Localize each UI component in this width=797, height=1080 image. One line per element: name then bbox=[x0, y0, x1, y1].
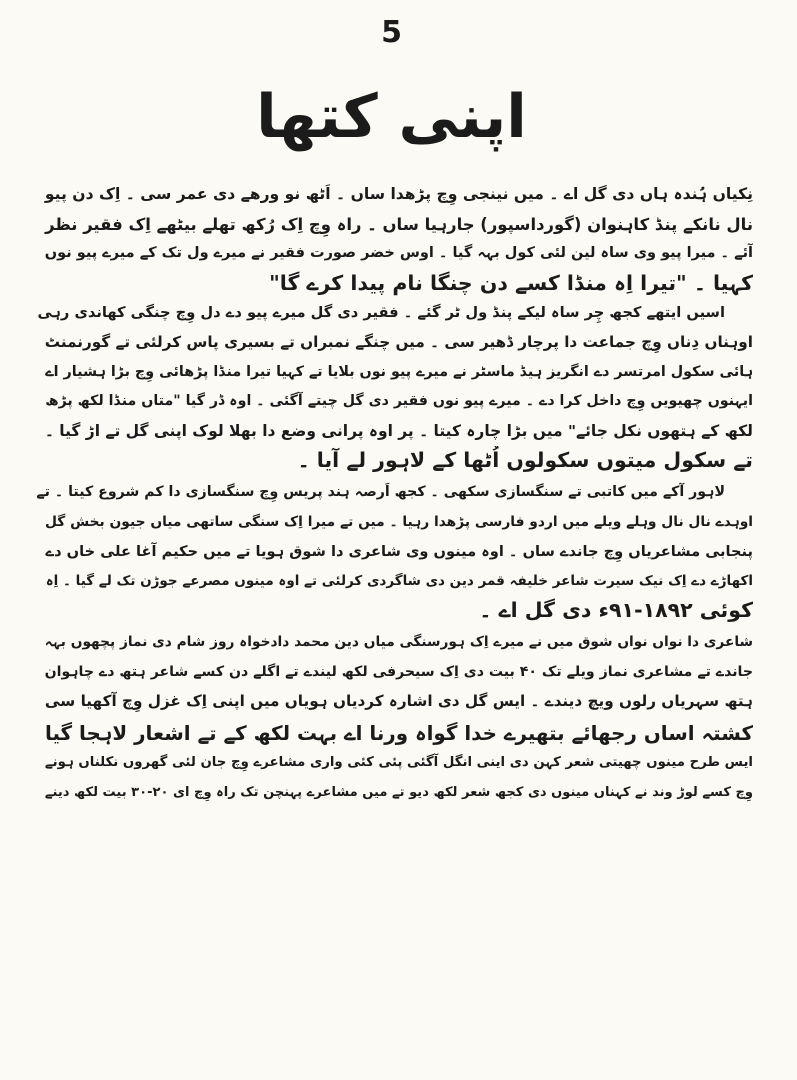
text-line: اسیں ایتھے کجھ چِر ساہ لیکے پنڈ ول ٹر گئے ۔ فقیر دی گل میرے پیو دے دل وِچ چنگی کھاندی رہی bbox=[37, 304, 725, 322]
body-text bbox=[30, 180, 753, 807]
page-number: 5 bbox=[381, 15, 402, 50]
text-line: اوہناں دِناں وِچ جماعت دا پرچار ڈھیر سی ۔ میں چنگے نمبراں تے بسیری پاس کرلئی تے گورنمنٹ bbox=[44, 332, 753, 351]
text-line: کشتہ اساں رجھائے بتھیرے خدا گواہ ورنا اے بہت لکھ کے تے اشعار لاہجا گیا bbox=[44, 721, 753, 745]
text-line: کوئی ۱۸۹۲-۹۱ء دی گل اے ۔ bbox=[479, 598, 753, 623]
text-line: ایس طرح مینوں چھیتی شعر کہن دی اینی انگل آگئی پئی کئی واری مشاعرے وِچ جان لئی گھروں نکلناں ہونے bbox=[44, 755, 753, 771]
text-line: وِچ کسے لوڑ وند نے کہناں مینوں دی کجھ شعر لکھ دیو تے میں مشاعرے پہنچن تک راہ وِچ ای ۲۰-۳۰ بیت لکھ دینے bbox=[44, 784, 753, 800]
text-line: نال نانکے پنڈ کاہنوان (گورداسپور) جارہیا ساں ۔ راہ وِچ اِک رُکھ تھلے بیٹھے اِک فقیر نظر bbox=[45, 214, 753, 234]
text-line: اوہدے نال نال وہلے ویلے میں اردو فارسی پڑھدا رہیا ۔ میں تے میرا اِک سنگی ساتھی میاں جیون بخش گل bbox=[44, 513, 753, 530]
text-line: کہیا ۔ "تیرا اِہ منڈا کسے دن چنگا نام پیدا کرے گا" bbox=[269, 270, 753, 295]
text-line: لکھ کے ہتھوں نکل جائے" میں بڑا چارہ کیتا ۔ پر اوہ پرانی وضع دا بھلا لوک اپنی گل تے اڑ گیا ۔ bbox=[44, 421, 753, 440]
text-line: لاہور آکے میں کاتبی تے سنگسازی سکھی ۔ کجھ اَرصہ ہند پریس وِچ سنگسازی دا کم شروع کیتا ۔ تے bbox=[36, 483, 725, 500]
text-line: شاعری دا نواں نواں شوق میں نے میرے اِک ہورسنگی میاں دین محمد دادخواہ روز شام دی نماز پچھوں بہہ bbox=[44, 633, 753, 650]
text-line: جاندے تے مشاعری نماز ویلے تک ۴۰ بیت دی اِک سیحرفی لکھ لیندے تے اگلے دن کسے شاعر ہتھ دے چاہوان bbox=[44, 663, 753, 680]
text-line: ایہنوں چھیویں وِچ داخل کرا دے ۔ میرے پیو نوں فقیر دی گل چیتے آگئی ۔ اوہ ڈر گیا "متاں منڈا لکھ پڑھ bbox=[45, 393, 753, 410]
text-line: ہتھ سہریاں رلوں ویچ دیندے ۔ ایس گل دی اشارہ کردیاں ہویاں میں اپنی اِک غزل وِچ آکھیا سی bbox=[44, 692, 753, 711]
text-line: آئے ۔ میرا پیو وی ساہ لین لئی کول بہہ گیا ۔ اوس خضر صورت فقیر نے میرے ول تک کے میرے پیو نوں bbox=[44, 245, 753, 262]
text-line: ہائی سکول امرتسر دے انگریز ہیڈ ماسٹر نے میرے پیو نوں بلایا تے کہیا تیرا منڈا پڑھائی وِچ بڑا ہشیار اے bbox=[45, 363, 753, 380]
text-line: پنجابی مشاعریاں وِچ جاندے ساں ۔ اوہ مینوں وی شاعری دا شوق ہویا تے میں حکیم آغا علی خاں دے bbox=[45, 543, 753, 561]
chapter-title: اپنی کتھا bbox=[256, 82, 527, 152]
text-line: تے سکول میتوں سکولوں اُٹھا کے لاہور لے آیا ۔ bbox=[297, 448, 753, 473]
text-line: اکھاڑے دے اِک نیک سیرت شاعر خلیفہ قمر دین دی شاگردی کرلئی تے اوہ مینوں مصرعے جوڑن تک لے گیا ۔ اِہ bbox=[45, 572, 753, 589]
text-line: نِکیاں ہُندہ ہاں دی گل اے ۔ میں نینجی وِچ پڑھدا ساں ۔ اَٹھ نو ورھے دی عمر سی ۔ اِک دن پیو bbox=[44, 185, 753, 203]
